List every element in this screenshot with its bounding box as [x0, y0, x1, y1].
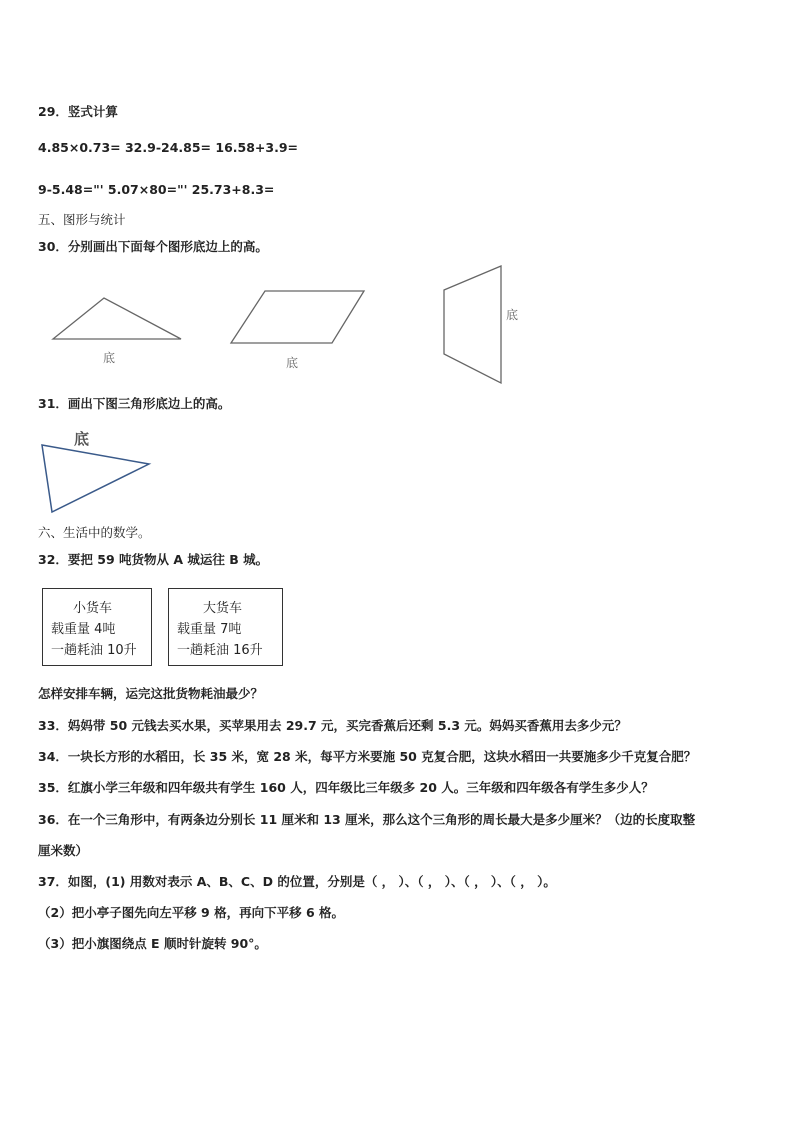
q36-line1: 36．在一个三角形中，有两条边分别长 11 厘米和 13 厘米，那么这个三角形的周长最大是多少厘米？（边的长度取整	[38, 812, 696, 827]
q32-title: 32．要把 59 吨货物从 A 城运往 B 城。	[38, 552, 269, 567]
small-truck-load: 载重量 4吨	[51, 622, 116, 637]
q31-label: 底	[74, 430, 90, 448]
q37-line2: （2）把小亭子图先向左平移 9 格，再向下平移 6 格。	[38, 905, 345, 920]
q30-label-1: 底	[103, 351, 116, 365]
small-truck-fuel: 一趟耗油 10升	[51, 643, 137, 658]
q30-parallelogram	[231, 291, 364, 343]
q36-line2: 厘米数）	[38, 843, 89, 858]
q29-line1: 4.85×0.73= 32.9-24.85= 16.58+3.9=	[38, 140, 299, 155]
q30-triangle	[53, 298, 181, 339]
q30-trapezoid	[444, 266, 501, 383]
q37-line3: （3）把小旗图绕点 E 顺时针旋转 90°。	[38, 936, 267, 951]
big-truck-fuel: 一趟耗油 16升	[177, 643, 263, 658]
big-truck-card	[168, 588, 283, 666]
small-truck-card	[42, 588, 152, 666]
q30-label-2: 底	[286, 356, 299, 370]
q35: 35．红旗小学三年级和四年级共有学生 160 人，四年级比三年级多 20 人。三年级和四年级各有学生多少人？	[38, 780, 654, 795]
q30-title: 30．分别画出下面每个图形底边上的高。	[38, 239, 268, 254]
q31-title: 31．画出下图三角形底边上的高。	[38, 396, 231, 411]
q37-line1: 37．如图，(1) 用数对表示 A、B、C、D 的位置，分别是（ ， ）、（ ， ）、（ ， ）、（ ， ）。	[38, 874, 556, 889]
small-truck-name: 小货车	[73, 601, 113, 616]
q29-title: 29．竖式计算	[38, 104, 118, 119]
q34: 34．一块长方形的水稻田，长 35 米，宽 28 米，每平方米要施 50 克复合肥，这块水稻田一共要施多少千克复合肥？	[38, 749, 697, 764]
big-truck-load: 载重量 7吨	[177, 622, 242, 637]
q32-question: 怎样安排车辆，运完这批货物耗油最少？	[38, 686, 264, 701]
q33: 33．妈妈带 50 元钱去买水果，买苹果用去 29.7 元，买完香蕉后还剩 5.3 元。妈妈买香蕉用去多少元？	[38, 718, 627, 733]
big-truck-name: 大货车	[203, 601, 243, 616]
q29-line2: 9-5.48="' 5.07×80="' 25.73+8.3=	[38, 182, 275, 197]
section6-heading: 六、生活中的数学。	[38, 525, 151, 540]
section5-heading: 五、图形与统计	[38, 212, 126, 227]
q30-label-3: 底	[506, 308, 519, 322]
q31-triangle	[42, 445, 149, 512]
